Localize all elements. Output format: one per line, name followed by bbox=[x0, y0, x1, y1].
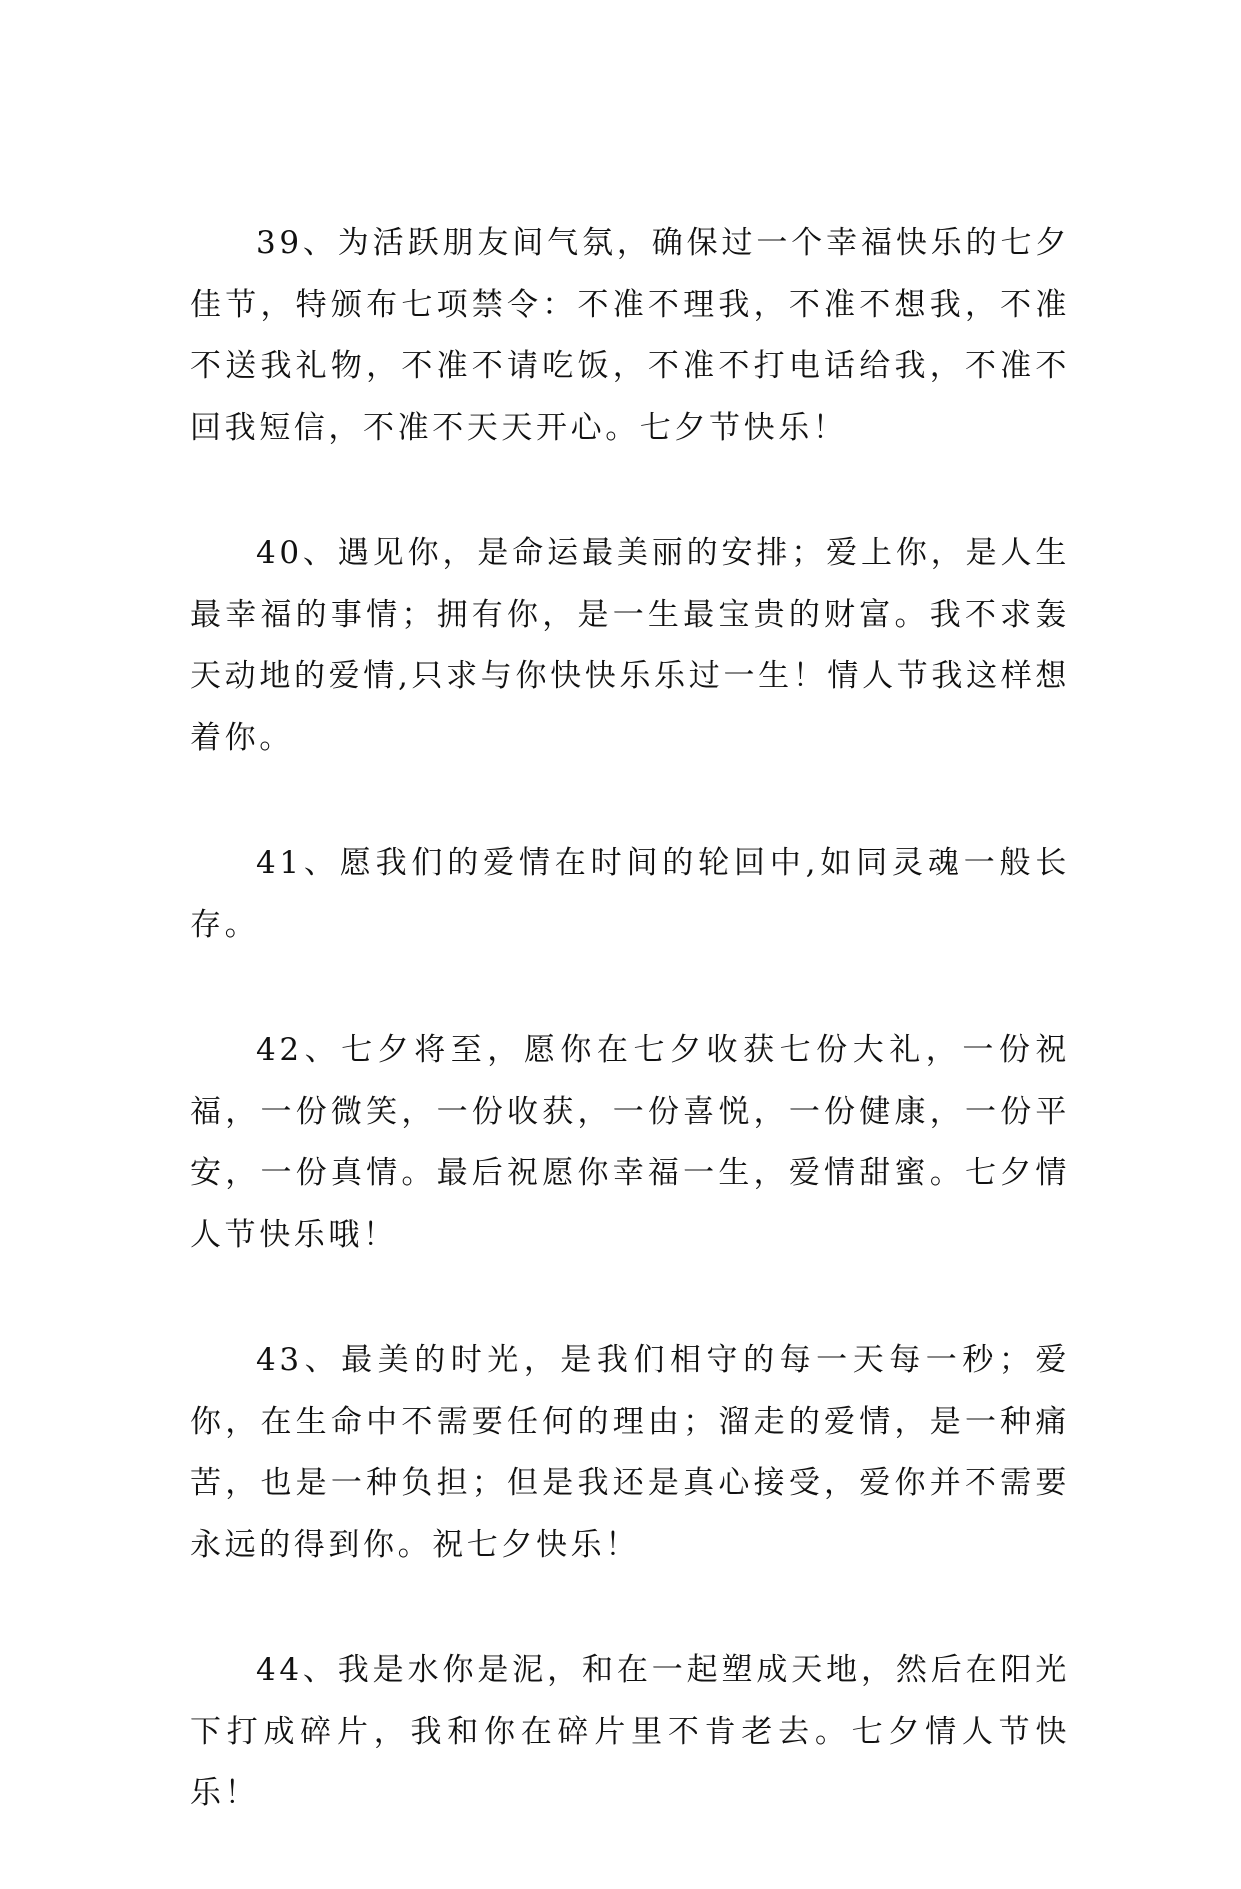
paragraph-42: 42、七夕将至，愿你在七夕收获七份大礼，一份祝福，一份微笑，一份收获，一份喜悦，一份健康，一份平安，一份真情。最后祝愿你幸福一生，爱情甜蜜。七夕情人节快乐哦！ bbox=[190, 1032, 1070, 1253]
document-body bbox=[190, 213, 1070, 1889]
paragraph-44: 44、我是水你是泥，和在一起塑成天地，然后在阳光下打成碎片，我和你在碎片里不肯老去。七夕情人节快乐！ bbox=[190, 1652, 1070, 1811]
paragraph-39: 39、为活跃朋友间气氛，确保过一个幸福快乐的七夕佳节，特颁布七项禁令：不准不理我，不准不想我，不准不送我礼物，不准不请吃饭，不准不打电话给我，不准不回我短信，不准不天天开心。七夕节快乐！ bbox=[190, 225, 1070, 446]
paragraph-43: 43、最美的时光，是我们相守的每一天每一秒；爱你，在生命中不需要任何的理由；溜走的爱情，是一种痛苦，也是一种负担；但是我还是真心接受，爱你并不需要永远的得到你。祝七夕快乐！ bbox=[190, 1342, 1070, 1563]
paragraph-41: 41、愿我们的爱情在时间的轮回中,如同灵魂一般长存。 bbox=[190, 845, 1070, 943]
paragraph-40: 40、遇见你，是命运最美丽的安排；爱上你，是人生最幸福的事情；拥有你，是一生最宝贵的财富。我不求轰天动地的爱情,只求与你快快乐乐过一生！情人节我这样想着你。 bbox=[190, 535, 1070, 756]
